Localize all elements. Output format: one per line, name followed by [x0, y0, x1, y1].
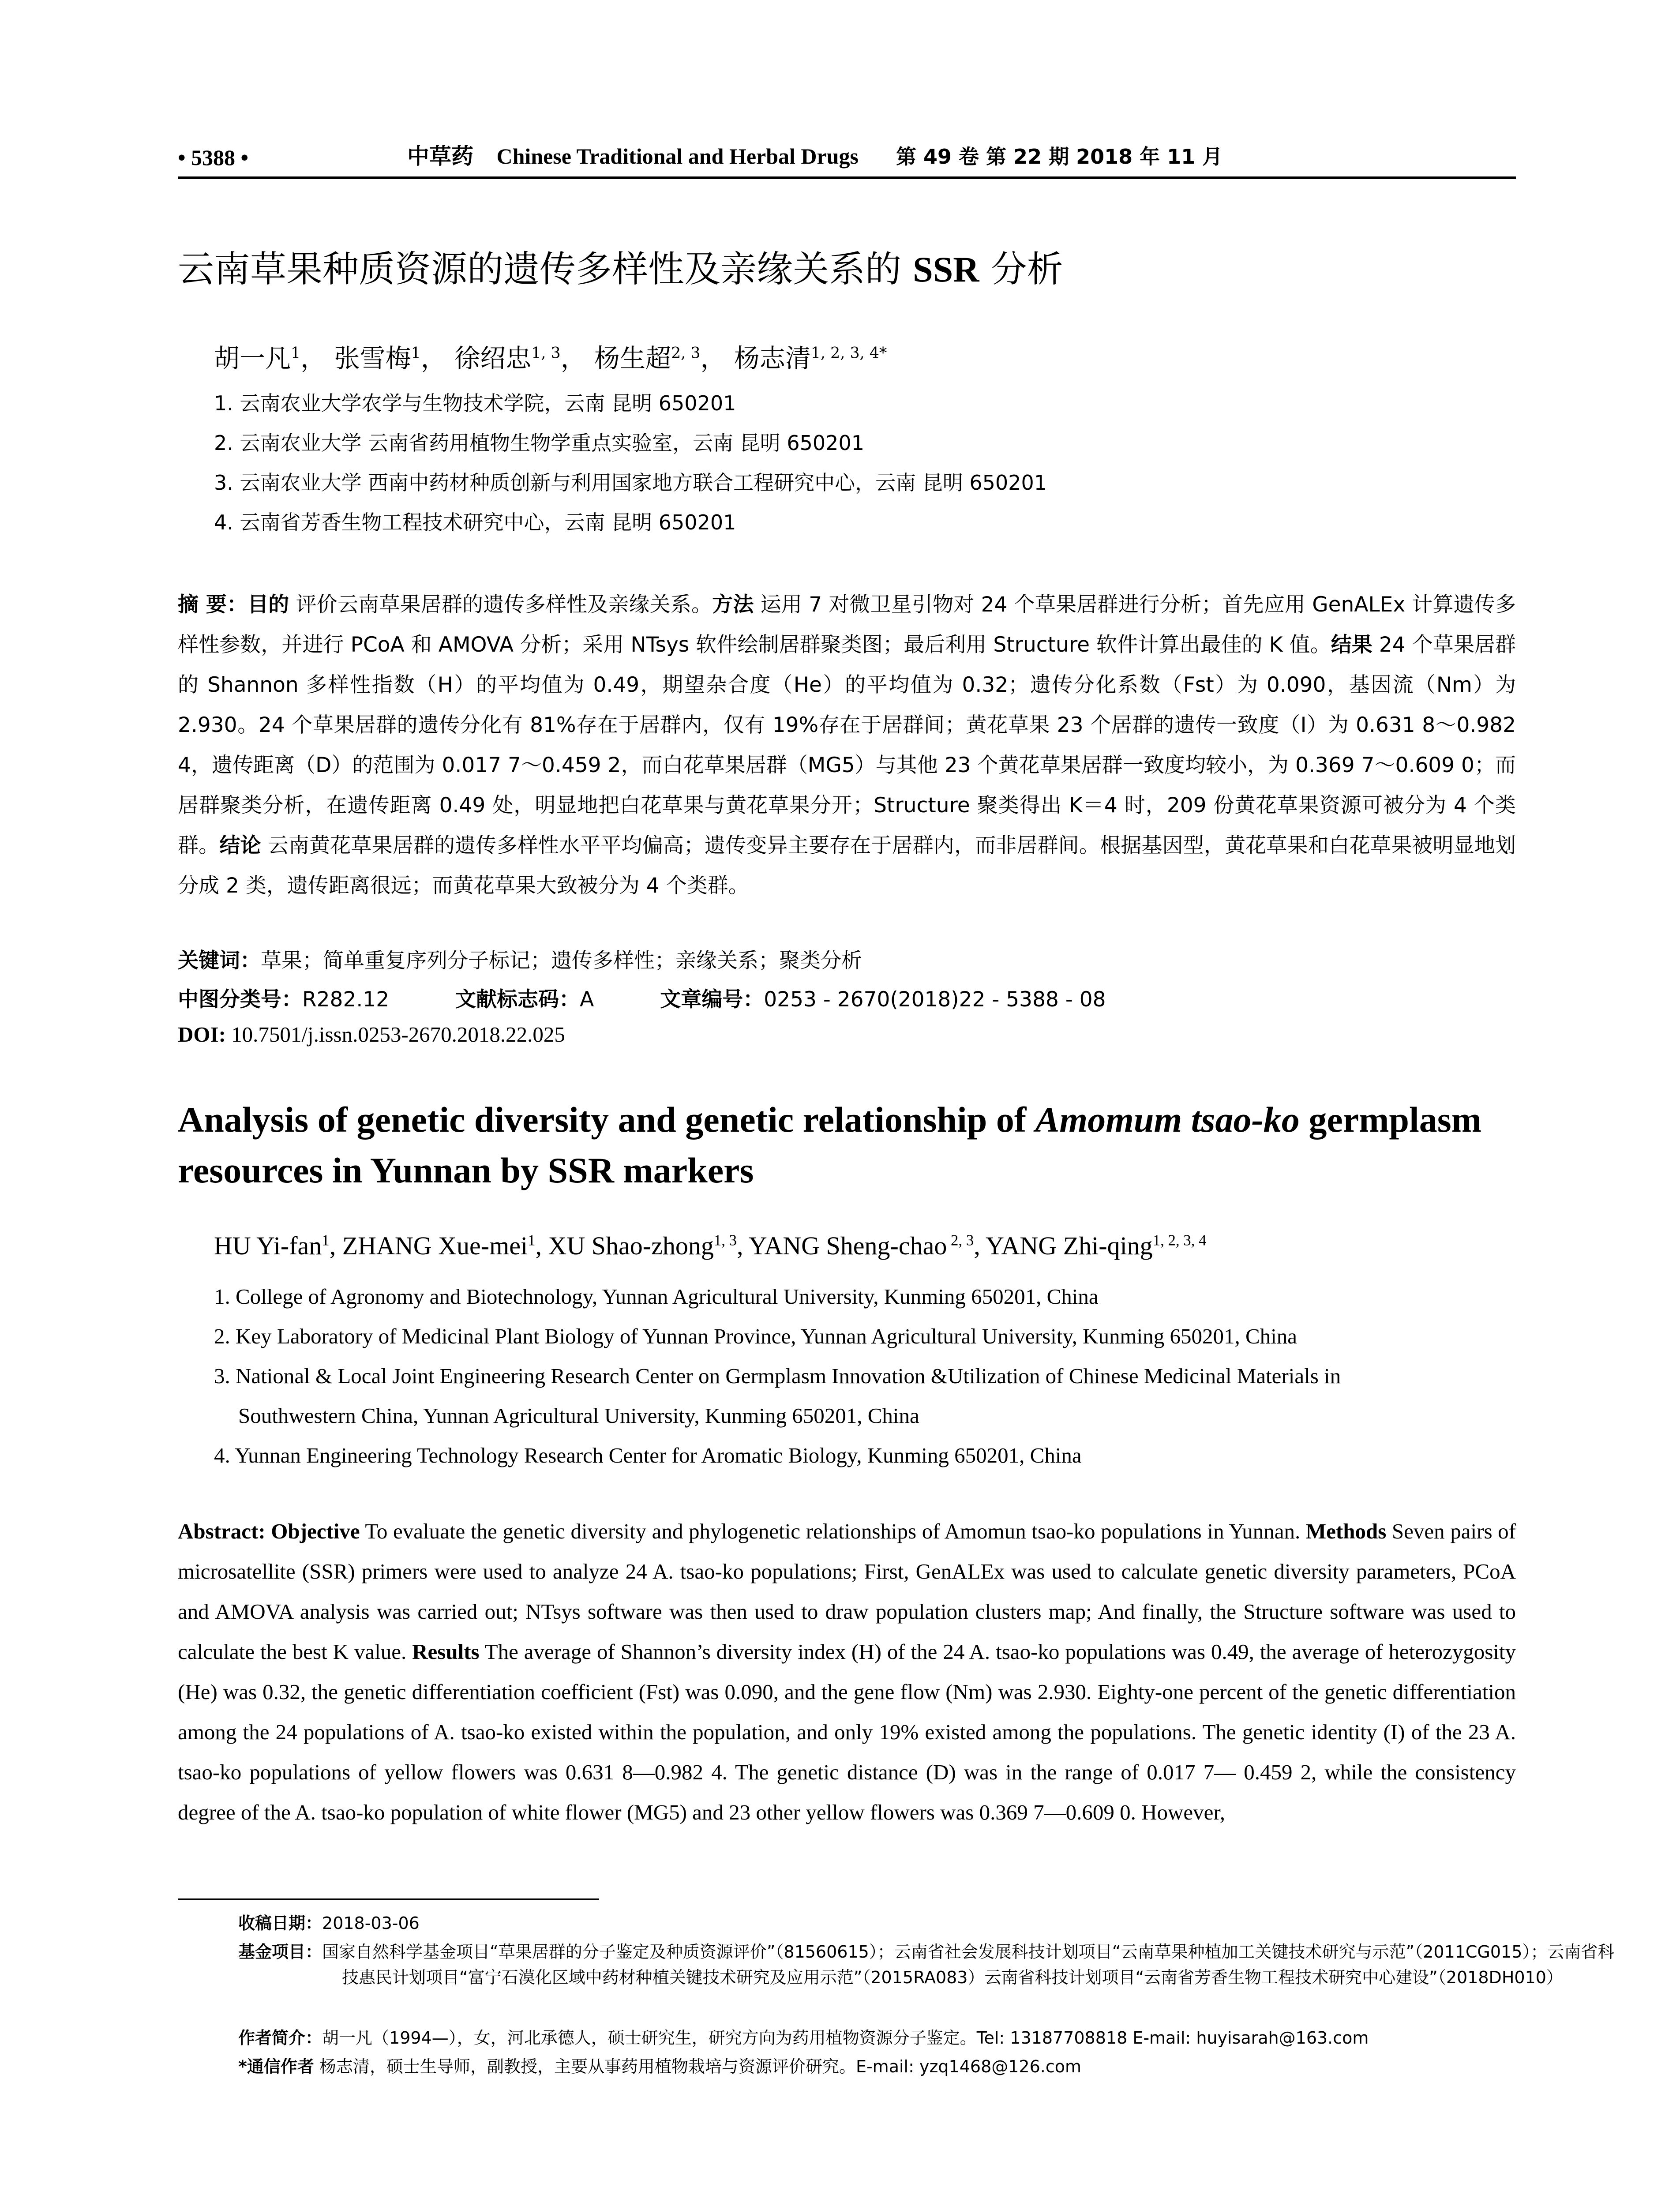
- keywords-cn-label: 关键词：: [178, 949, 261, 973]
- author-en: ZHANG Xue-mei: [342, 1231, 528, 1260]
- author-en-affil: 1: [528, 1231, 536, 1249]
- author-en: HU Yi-fan: [214, 1231, 322, 1260]
- author-bio: 胡一凡（1994—），女，河北承德人，硕士研究生，研究方向为药用植物资源分子鉴定。Tel: 13187708818 E-mail: huyisarah@163.com: [322, 2028, 1369, 2048]
- correspondence-label: *通信作者: [238, 2057, 314, 2076]
- affiliation-en: 4. Yunnan Engineering Technology Research Center for Aromatic Biology, Kunming 650201, China: [214, 1443, 1082, 1467]
- objective-en: To evaluate the genetic diversity and phylogenetic relationships of Amomun tsao-ko populations in Yunnan.: [360, 1519, 1306, 1543]
- conclusion-cn: 云南黄花草果居群的遗传多样性水平平均偏高；遗传变异主要存在于居群内，而非居群间。根据基因型，黄花草果和白花草果被明显地划分成 2 类，遗传距离很远；而黄花草果大致被分为 4 个类群。: [178, 833, 1516, 898]
- title-cn-ssr: SSR: [913, 249, 979, 289]
- received-date: 2018-03-06: [322, 1913, 420, 1933]
- results-cn-label: 结果: [1331, 633, 1372, 657]
- author-en-affil: 1, 3: [713, 1231, 737, 1249]
- author-en-affil: 1, 2, 3, 4: [1152, 1231, 1207, 1249]
- title-en-species: Amomum tsao-ko: [1035, 1099, 1300, 1140]
- clc-label: 中图分类号：: [178, 987, 302, 1012]
- footnote-correspondence: [238, 2054, 1513, 2079]
- running-header: [178, 140, 1516, 176]
- journal-header: [407, 139, 1222, 170]
- objective-cn: 评价云南草果居群的遗传多样性及亲缘关系。: [289, 593, 712, 617]
- conclusion-cn-label: 结论: [219, 833, 261, 858]
- author-cn: 杨生超: [594, 343, 671, 373]
- abstract-en: [178, 1511, 1516, 1832]
- methods-cn: 运用 7 对微卫星引物对 24 个草果居群进行分析；首先应用 GenALEx 计算遗传多样性参数，并进行 PCoA 和 AMOVA 分析；采用 NTsys 软件绘制居群聚类图；最后利用 Structure 软件计算出最佳的 K 值。: [178, 593, 1516, 657]
- doi-value: 10.7501/j.issn.0253-2670.2018.22.025: [225, 1022, 565, 1047]
- received-label: 收稿日期：: [238, 1913, 322, 1933]
- fund-label: 基金项目：: [238, 1942, 322, 1962]
- affiliation-cn: 1. 云南农业大学农学与生物技术学院，云南 昆明 650201: [214, 391, 736, 415]
- footnote-fund: [238, 1939, 1617, 1990]
- keywords-cn: [178, 944, 862, 974]
- title-cn: [178, 240, 1063, 292]
- article-number-label: 文章编号：: [660, 987, 764, 1012]
- affiliation-cn: 3. 云南农业大学 西南中药材种质创新与利用国家地方联合工程研究中心，云南 昆明 650201: [214, 471, 1047, 495]
- title-en-suffix: germplasm resources in Yunnan by SSR markers: [178, 1099, 1482, 1190]
- footnote-author: [238, 2025, 1513, 2051]
- author-cn: 杨志清: [734, 343, 811, 373]
- methods-en-label: Methods: [1305, 1519, 1387, 1543]
- footnote-received: [238, 1910, 1513, 1936]
- author-cn-affil: 1: [411, 344, 421, 362]
- fund-text: 国家自然科学基金项目“草果居群的分子鉴定及种质资源评价”（81560615）；云南省社会发展科技计划项目“云南草果种植加工关键技术研究与示范”（2011CG015）；云南省科技惠民计划项目“富宁石漠化区域中药材种植关键技术研究及应用示范”（2015RA083）云南省科技计划项目“云南省芳香生物工程技术研究中心建设”（2018DH010）: [322, 1942, 1615, 1987]
- author-cn-affil: 1: [291, 344, 301, 362]
- title-cn-text: 云南草果种质资源的遗传多样性及亲缘关系的: [178, 248, 913, 290]
- objective-cn-label: 目的: [248, 593, 289, 617]
- author-en-affil: 1: [322, 1231, 330, 1249]
- doc-code-label: 文献标志码：: [455, 987, 580, 1012]
- author-en: XU Shao-zhong: [548, 1231, 714, 1260]
- classification-line: [178, 983, 1106, 1013]
- correspondence-text: 杨志清，硕士生导师，副教授，主要从事药用植物栽培与资源评价研究。E-mail: yzq1468@126.com: [314, 2057, 1082, 2076]
- journal-name-cn: 中草药: [407, 143, 473, 169]
- results-en-label: Results: [412, 1639, 480, 1664]
- affiliation-cn: 4. 云南省芳香生物工程技术研究中心，云南 昆明 650201: [214, 510, 736, 534]
- title-en-text: Analysis of genetic diversity and genetic relationship of: [178, 1099, 1035, 1140]
- keywords-cn-text: 草果；简单重复序列分子标记；遗传多样性；亲缘关系；聚类分析: [261, 949, 862, 973]
- author-bio-label: 作者简介：: [238, 2028, 322, 2048]
- author-cn-affil: 1, 2, 3, 4*: [810, 344, 887, 362]
- abstract-cn-label: 摘 要：: [178, 593, 248, 617]
- footnote-rule: [178, 1898, 599, 1900]
- author-en: YANG Sheng-chao: [748, 1231, 947, 1260]
- abstract-cn: [178, 585, 1516, 906]
- title-cn-suffix: 分析: [979, 248, 1063, 290]
- author-cn-affil: 2, 3: [671, 344, 701, 362]
- results-en: The average of Shannon’s diversity index (H) of the 24 A. tsao-ko populations was 0.49, the average of heterozygosity (He) was 0.32, the genetic differentiation coefficient (Fst) was 0.090, and the gene flow (Nm) was 2.930. Eighty-one percent of the genetic differentiation among the 24 populations of A. tsao-ko existed within the population, and only 19% existed among the populations. The genetic identity (I) of the 23 A. tsao-ko populations of yellow flowers was 0.631 8—0.982 4. The genetic distance (D) was in the range of 0.017 7— 0.459 2, while the consistency degree of the A. tsao-ko population of white flower (MG5) and 23 other yellow flowers was 0.369 7—0.609 0. However,: [178, 1639, 1516, 1824]
- methods-en: Seven pairs of microsatellite (SSR) primers were used to analyze 24 A. tsao-ko populations; First, GenALEx was used to calculate genetic diversity parameters, PCoA and AMOVA analysis was carried out; NTsys software was then used to draw population clusters map; And finally, the Structure software was used to calculate the best K value.: [178, 1519, 1516, 1664]
- affiliation-en: 2. Key Laboratory of Medicinal Plant Biology of Yunnan Province, Yunnan Agricultural University, Kunming 650201, China: [214, 1324, 1298, 1348]
- title-en: [178, 1094, 1516, 1196]
- doc-code-value: A: [580, 987, 594, 1012]
- journal-name-en: Chinese Traditional and Herbal Drugs: [496, 144, 859, 169]
- affiliation-en: 1. College of Agronomy and Biotechnology, Yunnan Agricultural University, Kunming 650201, China: [214, 1284, 1099, 1309]
- doi-label: DOI:: [178, 1022, 226, 1047]
- page-number: • 5388 •: [178, 145, 249, 170]
- article-number-value: 0253 - 2670(2018)22 - 5388 - 08: [764, 987, 1106, 1012]
- author-cn-affil: 1, 3: [531, 344, 561, 362]
- affiliation-en: 3. National & Local Joint Engineering Research Center on Germplasm Innovation &Utilization of Chinese Medicinal Materials in: [214, 1364, 1341, 1388]
- author-en: YANG Zhi-qing: [986, 1231, 1153, 1260]
- abstract-en-label: Abstract: Objective: [178, 1519, 360, 1543]
- authors-cn: 胡一凡$^1$， 张雪梅$^1$， 徐绍忠$^{1, 3}$， 杨生超$^{2, 3}$， 杨志清$^{1, 2, 3, 4*}$: [214, 343, 887, 373]
- author-cn: 徐绍忠: [454, 343, 532, 373]
- results-cn: 24 个草果居群的 Shannon 多样性指数（H）的平均值为 0.49，期望杂合度（He）的平均值为 0.32；遗传分化系数（Fst）为 0.090，基因流（Nm）为 2.930。24 个草果居群的遗传分化有 81%存在于居群内，仅有 19%存在于居群间；黄花草果 23 个居群的遗传一致度（I）为 0.631 8～0.982 4，遗传距离（D）的范围为 0.017 7～0.459 2，而白花草果居群（MG5）与其他 23 个黄花草果居群一致度均较小，为 0.369 7～0.609 0；而居群聚类分析，在遗传距离 0.49 处，明显地把白花草果与黄花草果分开；Structure 聚类得出 K＝4 时，209 份黄花草果资源可被分为 4 个类群。: [178, 633, 1516, 858]
- journal-issue: 第 49 卷 第 22 期 2018 年 11 月: [896, 145, 1223, 169]
- author-cn: 张雪梅: [334, 343, 411, 373]
- header-rule: [178, 176, 1516, 179]
- affiliation-en: Southwestern China, Yunnan Agricultural University, Kunming 650201, China: [238, 1403, 919, 1428]
- authors-en: HU Yi-fan$^1$, ZHANG Xue-mei$^1$, XU Shao-zhong$^{1, 3}$, YANG Sheng-chao $^{2, 3}$, YANG Zhi-qing$^{1, 2, 3, 4}$: [214, 1231, 1207, 1260]
- clc-value: R282.12: [302, 987, 390, 1012]
- affiliation-cn: 2. 云南农业大学 云南省药用植物生物学重点实验室，云南 昆明 650201: [214, 431, 864, 455]
- methods-cn-label: 方法: [712, 593, 754, 617]
- doi-line: [178, 1022, 565, 1047]
- author-cn: 胡一凡: [214, 343, 291, 373]
- author-en-affil: 2, 3: [947, 1231, 974, 1249]
